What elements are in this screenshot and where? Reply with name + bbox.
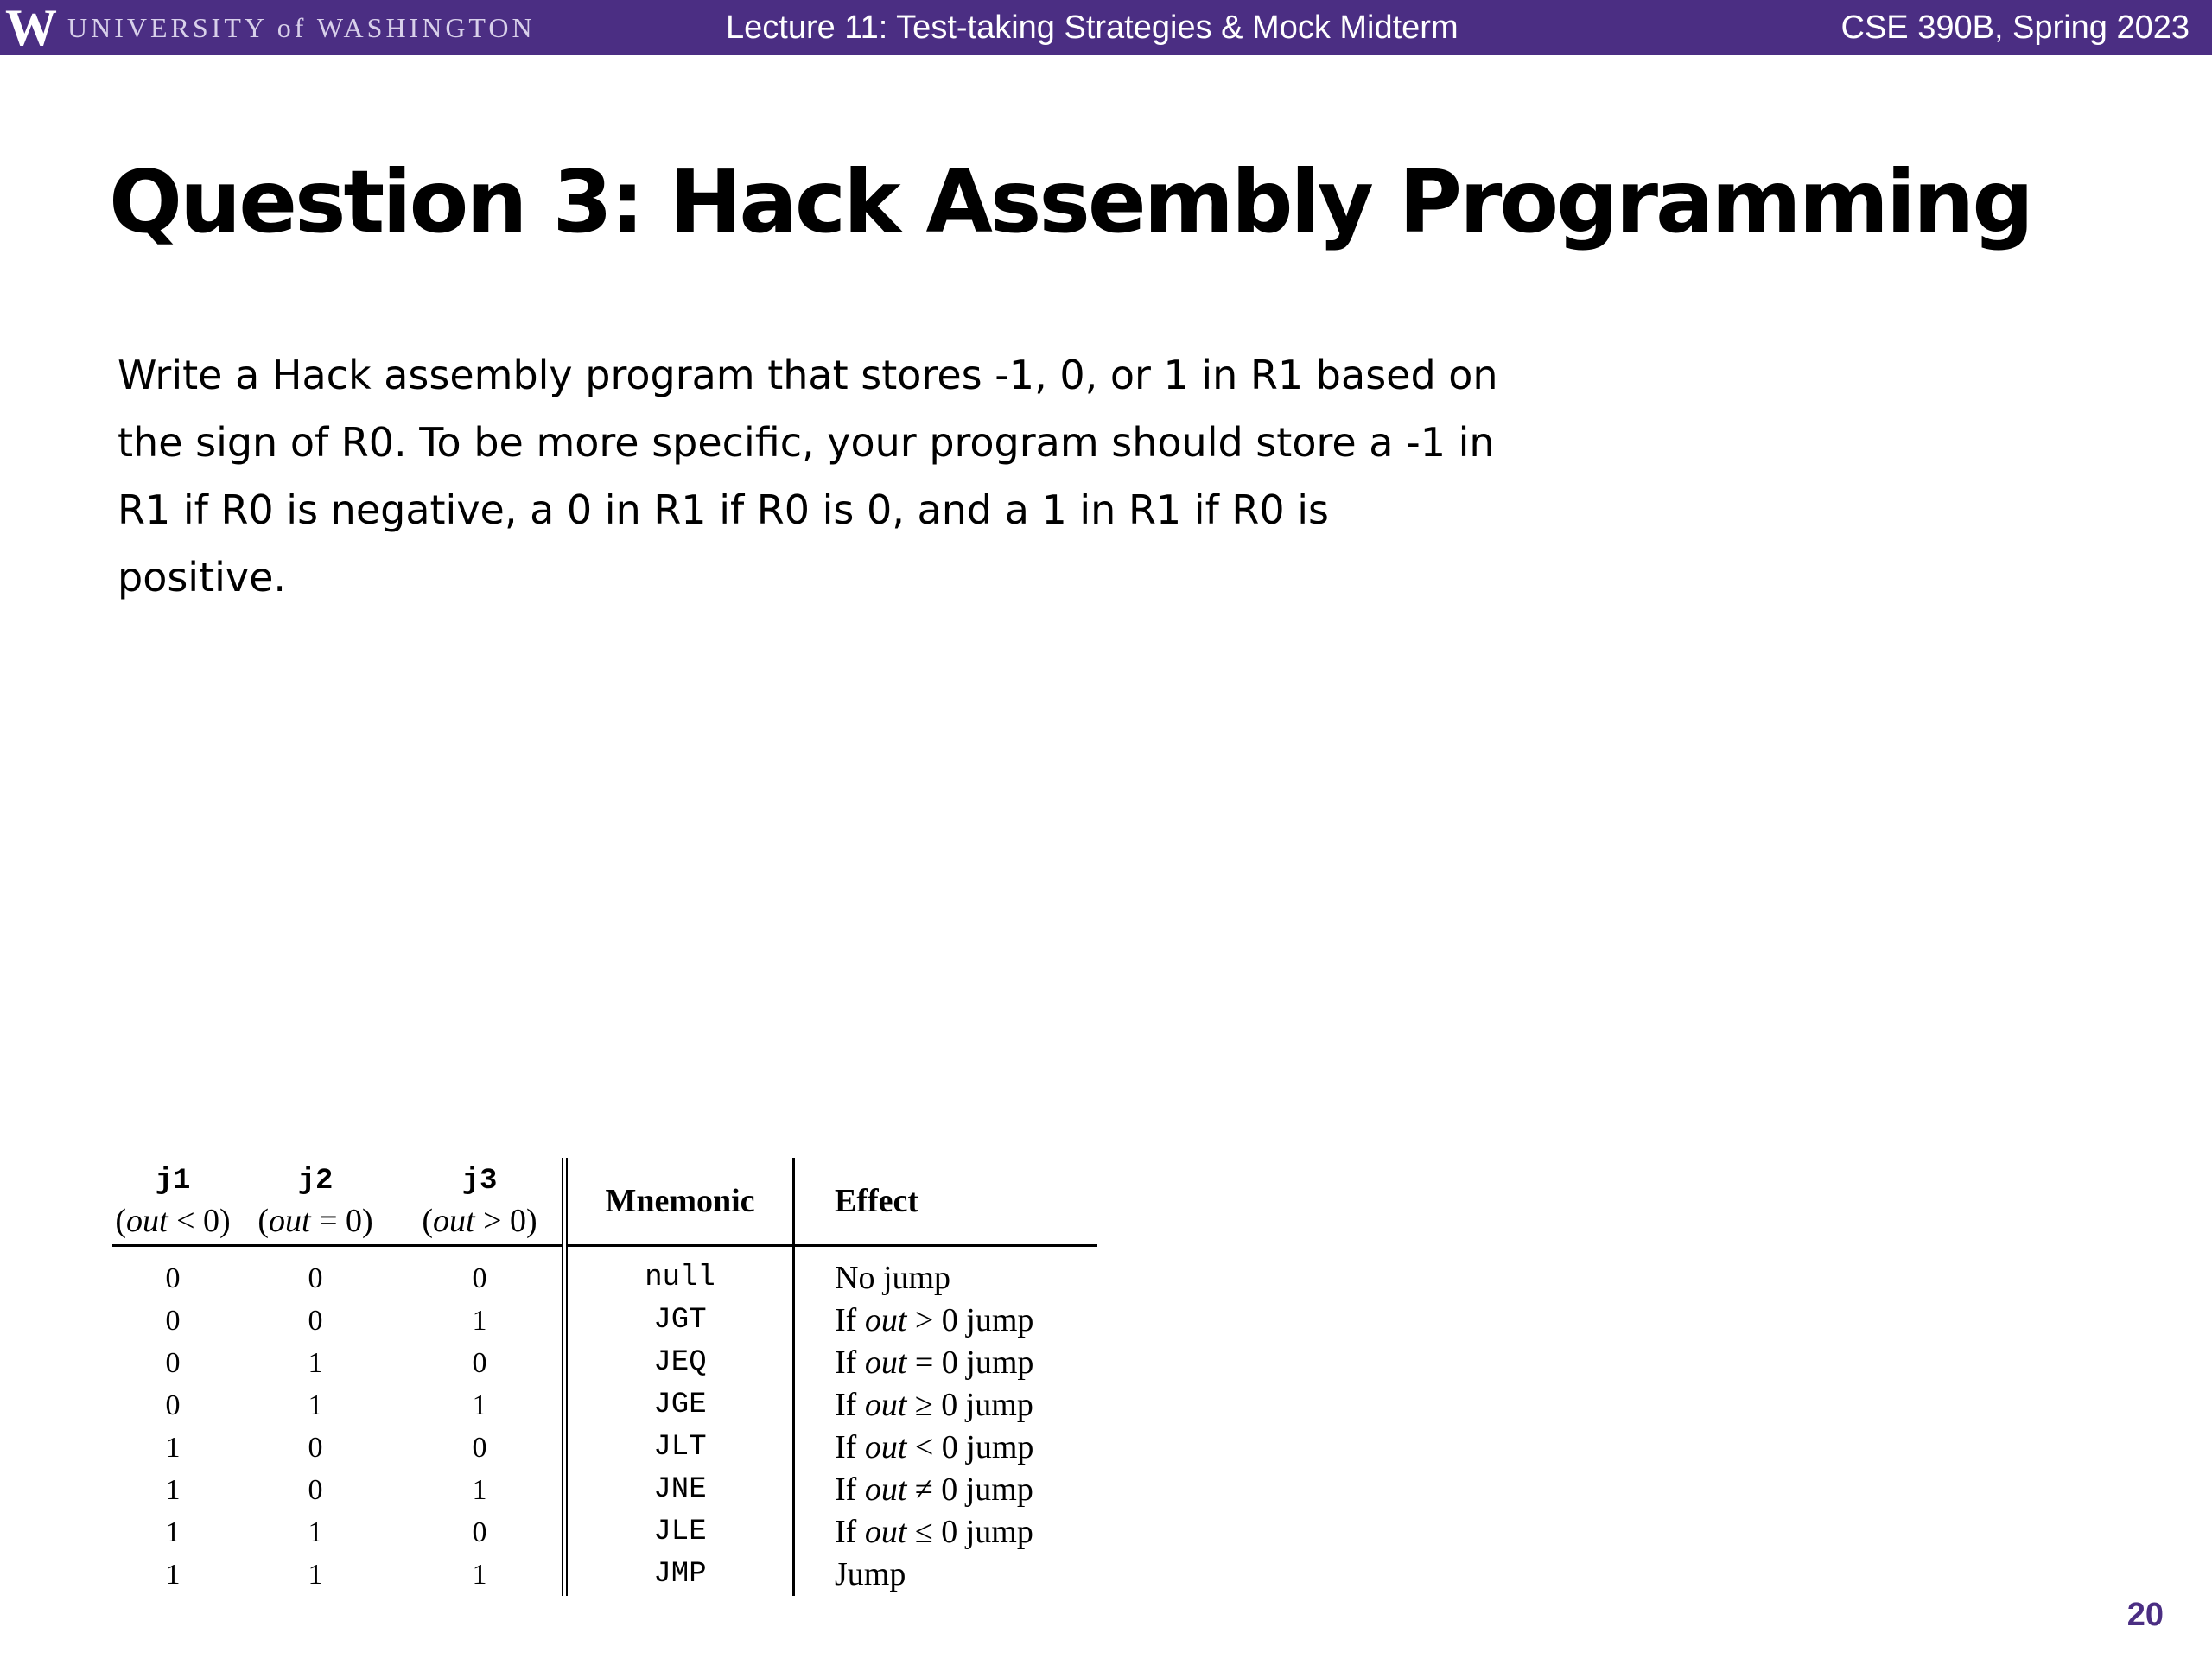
cell-j3: 1 [472,1559,487,1591]
table-row [112,1384,1097,1427]
cell-j1: 1 [165,1559,181,1591]
page-number: 20 [2126,1597,2164,1633]
header-j3 [397,1158,565,1246]
cell-mnemonic: JGE [565,1384,794,1427]
cell-effect: If out > 0 jump [794,1300,1098,1342]
table-row [112,1427,1097,1469]
cell-j1: 0 [165,1347,181,1379]
table-row [112,1469,1097,1511]
cell-mnemonic: JEQ [565,1342,794,1384]
header-j3-condition: (out > 0) [422,1203,537,1239]
table-row [112,1554,1097,1596]
cell-effect: Jump [794,1554,1098,1596]
table-row [112,1511,1097,1554]
university-logo [5,0,536,55]
header-effect: Effect [794,1158,1098,1246]
cell-j3: 1 [472,1474,487,1506]
cell-mnemonic: null [565,1246,794,1300]
jump-table-body [112,1246,1097,1597]
header-j1-condition: (out < 0) [115,1203,231,1239]
table-row [112,1342,1097,1384]
table-row [112,1300,1097,1342]
header-j2 [233,1158,397,1246]
cell-effect: If out = 0 jump [794,1342,1098,1384]
question-text: Write a Hack assembly program that stores -1, 0, or 1 in R1 based on the sign of R0. To be more specific, your program should store a -1 in R1 if R0 is negative, a 0 in R1 if R0 is 0, and a 1 in R1 if R0 is positive. [118,352,1498,601]
cell-j2: 1 [308,1347,323,1379]
header-j2-condition: (out = 0) [257,1203,373,1239]
cell-effect: No jump [794,1246,1098,1300]
header-bar [0,0,2212,55]
cell-j3: 1 [472,1305,487,1337]
cell-mnemonic: JLT [565,1427,794,1469]
cell-j1: 1 [165,1474,181,1506]
cell-effect: If out ≠ 0 jump [794,1469,1098,1511]
header-j1 [112,1158,233,1246]
lecture-title: Lecture 11: Test-taking Strategies & Mock Midterm [726,10,1459,46]
header-j1-name: j1 [155,1165,191,1198]
cell-j2: 1 [308,1516,323,1548]
table-row [112,1246,1097,1300]
jump-table [112,1158,1097,1596]
cell-j2: 0 [308,1474,323,1506]
cell-j3: 0 [472,1516,487,1548]
cell-j1: 0 [165,1389,181,1421]
cell-j2: 0 [308,1432,323,1464]
cell-effect: If out ≤ 0 jump [794,1511,1098,1554]
cell-j3: 0 [472,1347,487,1379]
uw-w-logo-icon: W [5,0,54,56]
cell-j1: 0 [165,1305,181,1337]
cell-mnemonic: JLE [565,1511,794,1554]
cell-j2: 1 [308,1389,323,1421]
cell-j1: 1 [165,1432,181,1464]
cell-j2: 1 [308,1559,323,1591]
cell-j3: 0 [472,1432,487,1464]
cell-j2: 0 [308,1305,323,1337]
cell-mnemonic: JNE [565,1469,794,1511]
cell-j3: 1 [472,1389,487,1421]
header-mnemonic: Mnemonic [565,1158,794,1246]
cell-effect: If out ≥ 0 jump [794,1384,1098,1427]
course-label: CSE 390B, Spring 2023 [1840,10,2190,46]
header-j3-name: j3 [461,1165,498,1198]
cell-j3: 0 [472,1262,487,1294]
university-name: UNIVERSITY of WASHINGTON [67,11,536,43]
cell-j1: 1 [165,1516,181,1548]
table-header-row [112,1158,1097,1246]
cell-mnemonic: JMP [565,1554,794,1596]
cell-j1: 0 [165,1262,181,1294]
cell-effect: If out < 0 jump [794,1427,1098,1469]
slide-title: Question 3: Hack Assembly Programming [109,151,2031,252]
cell-mnemonic: JGT [565,1300,794,1342]
header-j2-name: j2 [297,1165,334,1198]
cell-j2: 0 [308,1262,323,1294]
